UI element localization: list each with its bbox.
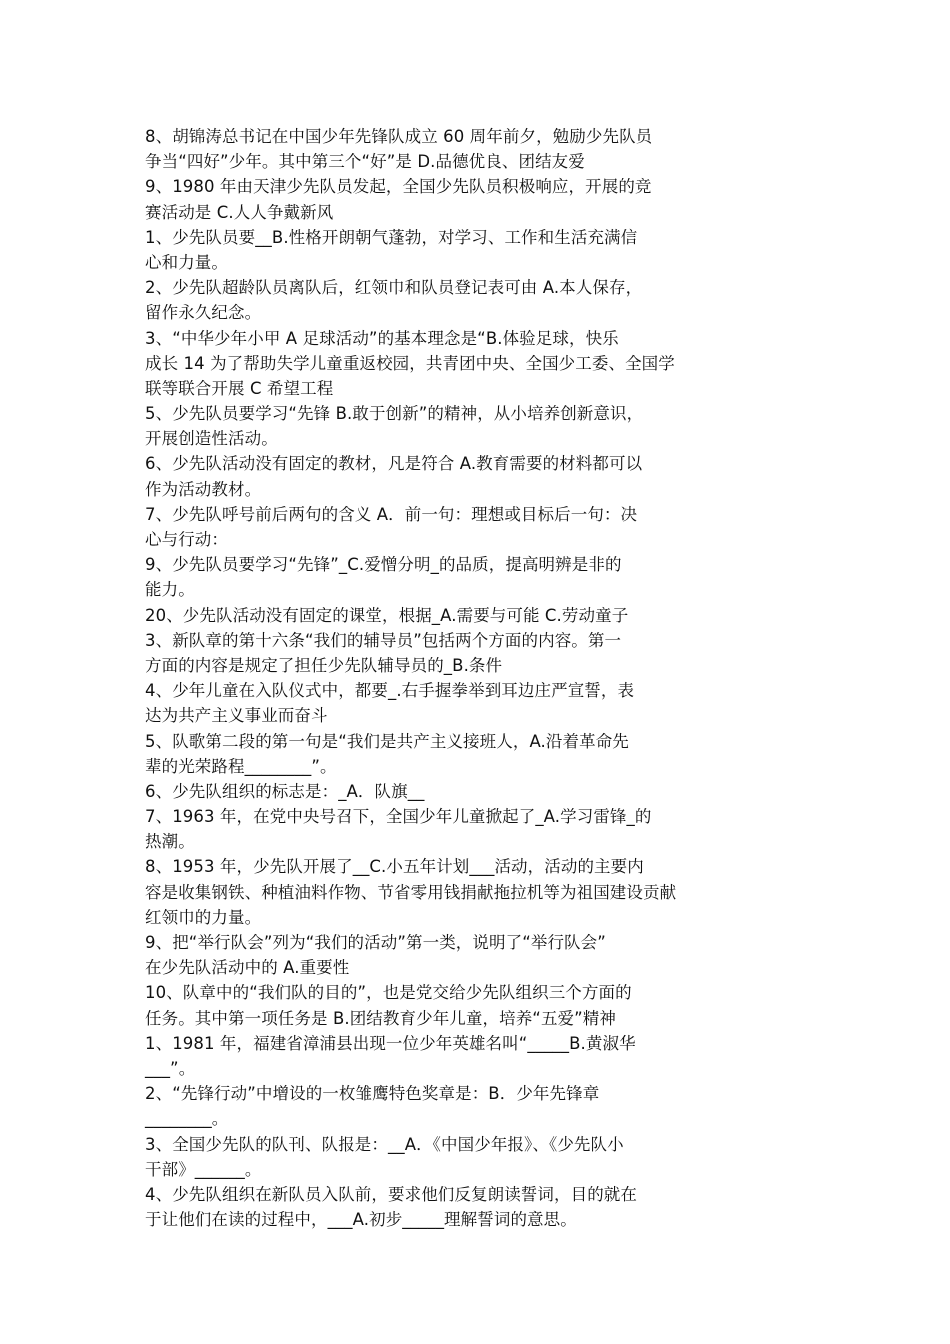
text-line: 7、少先队呼号前后两句的含义 A．前一句：理想或目标后一句：决 xyxy=(145,504,638,524)
text-line: 3、全国少先队的队刊、队报是：__A．《中国少年报》、《少先队小 xyxy=(145,1134,624,1154)
text-line: 2、少先队超龄队员离队后，红领巾和队员登记表可由 A.本人保存， xyxy=(145,278,643,298)
text-line: 4、少先队组织在新队员入队前，要求他们反复朗读誓词，目的就在 xyxy=(145,1184,637,1204)
text-line: 作为活动教材。 xyxy=(145,479,262,499)
text-line: 8、1953 年，少先队开展了__C.小五年计划___活动，活动的主要内 xyxy=(145,857,644,877)
text-line: 容是收集钢铁、种植油料作物、节省零用钱捐献拖拉机等为祖国建设贡献 xyxy=(145,882,677,902)
text-line: 1、少先队员要__B.性格开朗朝气蓬勃，对学习、工作和生活充满信 xyxy=(145,227,638,247)
text-line: 2、“先锋行动”中增设的一枚雏鹰特色奖章是：B．少年先锋章 xyxy=(145,1084,600,1104)
text-line: 在少先队活动中的 A.重要性 xyxy=(145,958,350,978)
text-line: 3、新队章的第十六条“我们的辅导员”包括两个方面的内容。第一 xyxy=(145,630,622,650)
text-line: 20、少先队活动没有固定的课堂，根据_A.需要与可能 C.劳动童子 xyxy=(145,605,629,625)
text-line: 干部》______。 xyxy=(145,1159,262,1179)
text-line: ________。 xyxy=(145,1109,229,1129)
text-line: 9、1980 年由天津少先队员发起，全国少先队员积极响应，开展的竞 xyxy=(145,177,652,197)
text-line: 9、少先队员要学习“先锋”_C.爱憎分明_的品质，提高明辨是非的 xyxy=(145,555,622,575)
text-line: ___”。 xyxy=(145,1058,196,1078)
text-line: 辈的光荣路程________”。 xyxy=(145,756,337,776)
text-line: 成长 14 为了帮助失学儿童重返校园，共青团中央、全国少工委、全国学 xyxy=(145,353,675,373)
text-line: 5、队歌第二段的第一句是“我们是共产主义接班人，A.沿着革命先 xyxy=(145,731,629,751)
text-line: 留作永久纪念。 xyxy=(145,303,262,323)
text-line: 3、“中华少年小甲 A 足球活动”的基本理念是“B.体验足球，快乐 xyxy=(145,328,619,348)
text-line: 6、少先队组织的标志是：_A．队旗__ xyxy=(145,781,425,801)
text-line: 8、胡锦涛总书记在中国少年先锋队成立 60 周年前夕，勉励少先队员 xyxy=(145,127,653,146)
text-line: 5、少先队员要学习“先锋 B.敢于创新”的精神，从小培养创新意识， xyxy=(145,404,644,424)
text-line: 1、1981 年，福建省漳浦县出现一位少年英雄名叫“_____B.黄淑华 xyxy=(145,1033,636,1053)
text-line: 9、把“举行队会”列为“我们的活动”第一类，说明了“举行队会” xyxy=(145,933,606,952)
text-line: 6、少先队活动没有固定的教材，凡是符合 A.教育需要的材料都可以 xyxy=(145,454,643,474)
text-line: 红领巾的力量。 xyxy=(145,907,262,927)
document-body xyxy=(145,124,785,1232)
text-line: 于让他们在读的过程中，___A.初步_____理解誓词的意思。 xyxy=(145,1210,577,1230)
text-line: 热潮。 xyxy=(145,832,195,852)
text-line: 任务。其中第一项任务是 B.团结教育少年儿童，培养“五爱”精神 xyxy=(145,1008,617,1028)
text-line: 方面的内容是规定了担任少先队辅导员的_B.条件 xyxy=(145,655,503,675)
text-line: 10、队章中的“我们队的目的”，也是党交给少先队组织三个方面的 xyxy=(145,983,632,1003)
text-line: 赛活动是 C.人人争戴新风 xyxy=(145,202,334,222)
text-line: 心和力量。 xyxy=(145,252,228,272)
text-line: 开展创造性活动。 xyxy=(145,429,278,449)
text-line: 争当“四好”少年。其中第三个“好”是 D.品德优良、团结友爱 xyxy=(145,152,585,172)
text-line: 4、少年儿童在入队仪式中，都要_.右手握拳举到耳边庄严宣誓，表 xyxy=(145,681,635,701)
text-line: 7、1963 年，在党中央号召下，全国少年儿童掀起了_A.学习雷锋_的 xyxy=(145,807,652,827)
text-line: 联等联合开展 C 希望工程 xyxy=(145,378,334,398)
text-line: 心与行动： xyxy=(145,530,228,549)
text-line: 能力。 xyxy=(145,580,195,600)
text-line: 达为共产主义事业而奋斗 xyxy=(145,706,328,726)
